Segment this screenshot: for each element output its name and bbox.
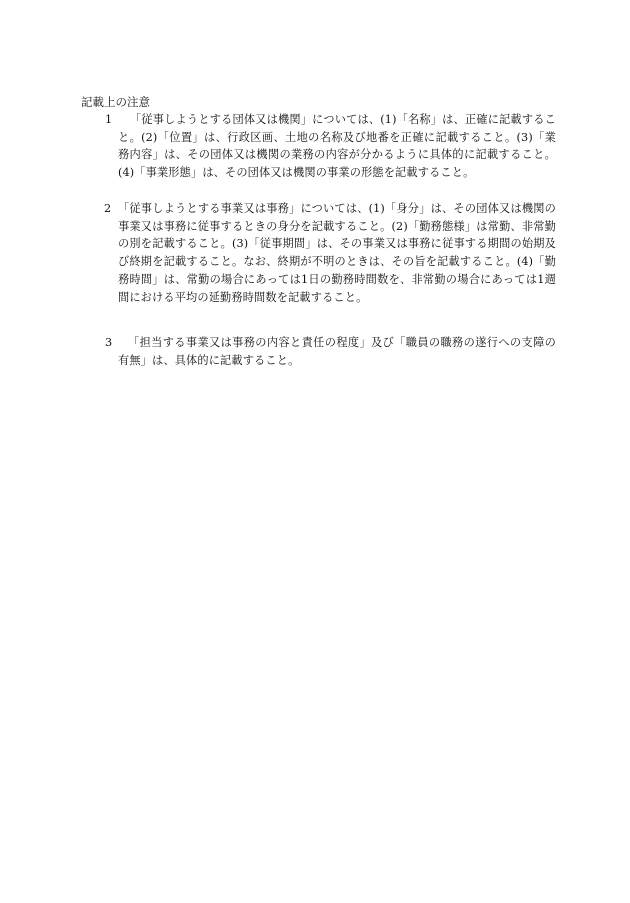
note-text: 「従事しようとする団体又は機関」については、(1)「名称」は、正確に記載すること。(2)「位置」は、行政区画、土地の名称及び地番を正確に記載すること。(3)「業務内容」は、その団体又は機関の業務の内容が分かるように具体的に記載すること。(4)「事業形態」は、その団体又は機関の事業の形態を記載すること。: [118, 113, 556, 180]
note-item-1: [105, 111, 556, 182]
note-text: 「従事しようとする事業又は事務」については、(1)「身分」は、その団体又は機関の事業又は事務に従事するときの身分を記載すること。(2)「勤務態様」は常勤、非常勤の別を記載すること。(3)「従事期間」は、その事業又は事務に従事する期間の始期及び終期を記載すること。なお、終期が不明のときは、その旨を記載すること。(4)「勤務時間」は、常勤の場合にあっては1日の勤務時間数を、非常勤の場合にあっては1週間における平均の延勤務時間数を記載すること。: [118, 202, 556, 304]
note-number: 2: [104, 202, 112, 215]
note-number: 1: [105, 113, 113, 126]
note-text: 「担当する事業又は事務の内容と責任の程度」及び「職員の職務の遂行への支障の有無」は、具体的に記載すること。: [118, 336, 556, 367]
note-number: 3: [105, 336, 113, 349]
note-item-2: [104, 200, 556, 306]
notes-heading: 記載上の注意: [81, 95, 150, 109]
note-item-3: [105, 334, 556, 369]
